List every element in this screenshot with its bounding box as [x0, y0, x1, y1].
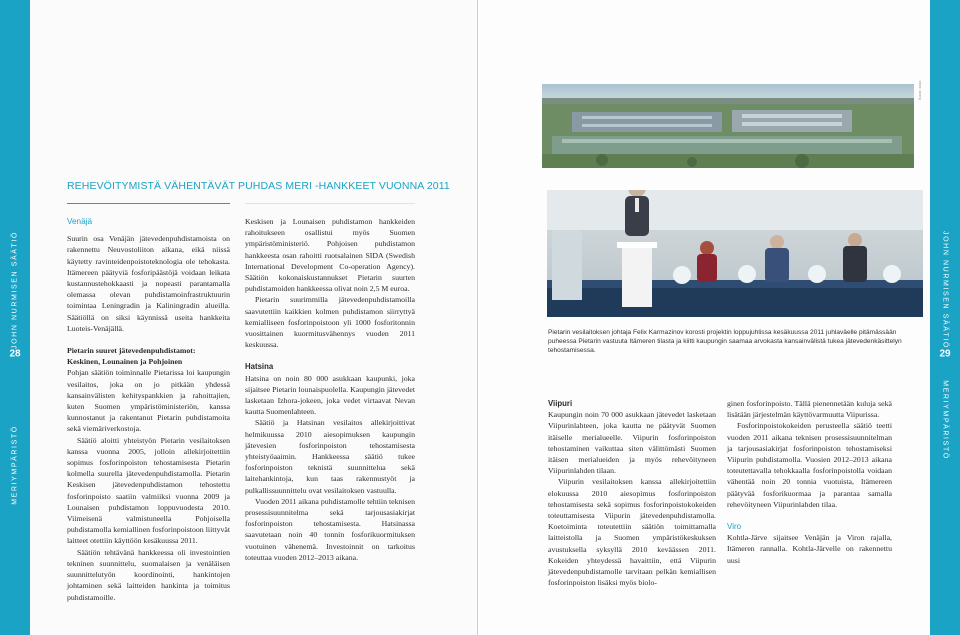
sidebar-main-label: JOHN NURMISEN SÄÄTIÖ: [941, 231, 949, 349]
paragraph: Viipurin vesilaitoksen kanssa allekirjoitettiin elokuussa 2010 aiesopimus fosforinpoiston tehostamisesta sekä sopimus fosforinpoistokokeiden toteuttamisesta Viipurin jätevedenpuhdistamolla. Koetoiminta toteutettiin säätiön toimittamalla laitteistolla ja Suomen ympäristökeskuksen avustuksella syksyllä 2010 keväässen 2011. Kokeiden yhteydessä havaittiin, että Viipurin jätevedenpuhdistamolle tarvitaan pelkän kemiallisen fosforinpoiston lisäksi myös biolo-: [548, 477, 716, 588]
page-number: 28: [9, 348, 21, 360]
paragraph: Kohtla-Järve sijaitsee Venäjän ja Viron rajalla, Itämeren rannalla. Kohtla-Järvelle on rakennettu uusi: [727, 533, 892, 565]
paragraph: Kaupungin noin 70 000 asukkaan jätevedet lasketaan Viipurinlahteen, joka kautta ne päätyvät Suomen itäiselle merialueelle. Viipurin fosforinpoiston tehostaminen vaikuttaa siten välittömästi Suomen itäisen merialueiden ja myös rehevöityneen Viipurinlahden tilaan.: [548, 410, 716, 476]
paragraph: Keskisen ja Lounaisen puhdistamon hankkeiden rahoitukseen osallistui myös Suomen ympäristöministeriö. Pohjoisen puhdistamon hankkeesta osan rahoitti ruotsalainen SIDA (Swedish International Development Co-operation Agency). Säätiön kokonaiskustannukset Pietarin suurten puhdistamoiden hankkeessa olivat noin 2,5 M euroa.: [245, 217, 415, 294]
photo-credit: Kuva: xxxx: [917, 80, 922, 100]
page-number: 29: [939, 348, 951, 360]
text-column-3: [548, 398, 716, 588]
subheading-hatsina: Hatsina: [245, 362, 274, 372]
event-photo: [547, 190, 923, 317]
column-divider: [67, 203, 230, 204]
text-column-1: [67, 216, 230, 603]
paragraph: Suurin osa Venäjän jätevedenpuhdistamoista on rakennettu Neuvostoliiton aikana, eikä niissä käytetty ravinteidenpoistoteknologia ole tehokasta. Itämereen päätyviä fosforipäästöjä voidaan leikata kustannustehokkaasti ja nopeasti parantamalla olemassa olevan puhdistamoinfrastruktuurin toimintaa Leningradin ja Kaliningradin alueilla. Säätiöllä on siksi käynnissä useita hankkeita Luoteis-Venäjällä.: [67, 234, 230, 333]
left-sidebar: [0, 0, 30, 635]
aerial-photo-treatment-plant: [542, 84, 914, 168]
subheading: Pietarin suuret jätevedenpuhdistamot:: [67, 346, 196, 356]
sidebar-main-label: JOHN NURMISEN SÄÄTIÖ: [11, 231, 19, 349]
page-title: REHEVÖITYMISTÄ VÄHENTÄVÄT PUHDAS MERI -HANKKEET VUONNA 2011: [67, 180, 450, 192]
column-divider: [245, 203, 415, 204]
sidebar-sub-label: MERIYMPÄRISTÖ: [11, 425, 19, 505]
paragraph: Säätiön tehtävänä hankkeessa oli investointien tekninen suunnittelu, suomalaisen ja venäläisen suunnittelutyön koordinointi, hankintojen johtaminen sekä laitteiden hankinta ja toimitus puhdistamoille.: [67, 547, 230, 602]
aerial-photo-image: [542, 84, 914, 168]
subheading-viipuri: Viipuri: [548, 399, 573, 408]
paragraph: Säätiö aloitti yhteistyön Pietarin vesilaitoksen kanssa vuonna 2005, jolloin allekirjoitettiin sopimus fosforinpoiston tehostamisesta Pietarin kolmella suurella jätevedenpuhdistamolla. Pietarin Keskisen jätevedenpuhdistamon tehostettu fosforinpoisto saatiin valmiiksi vuonna 2009 ja Lounaisen puhdistamon loppuvuodesta 2010. Viimeisenä valmistuneella Pohjoisella puhdistamolla kemiallinen fosforinpoistoon liittyvät laitteet otettiin käyttöön kesäkuussa 2011.: [67, 435, 230, 546]
sidebar-sub-label: MERIYMPÄRISTÖ: [941, 380, 949, 460]
subheading: Keskinen, Lounainen ja Pohjoinen: [67, 357, 183, 367]
paragraph: ginen fosforinpoisto. Tällä pienennetään kuluja sekä lisätään järjestelmän käyttövarmuutta Viipurissa.: [727, 399, 892, 420]
paragraph: Pohjan säätiön toiminnalle Pietarissa loi kaupungin vesilaitos, joka on jo pitkään yhdessä kansainvälisten kehityspankkien ja rahoittajien, kuten Suomen ympäristöministeriön, kanssa kunnostanut ja rakentanut Pietarin puhdistamoita sekä viemäriverkostoja.: [67, 368, 230, 434]
subheading-viro: Viro: [727, 522, 742, 532]
photo-caption: Pietarin vesilaitoksen johtaja Felix Karmazinov korosti projektin loppujuhlissa kesäkuussa 2011 juhlaväelle pitämässään puheessa Pietarin vastuuta Itämeren tilasta ja kiitti kaupungin saamaa arvokasta kansainvälistä tukea jätevedenkäsittelyn tehostamisessa.: [548, 329, 902, 355]
paragraph: Fosforinpoistokokeiden perusteella säätiö teetti vuoden 2011 aikana teknisen prosessisuunnitelman ja tarjousasiakirjat fosforinpoiston tehostamiseksi Viipurin puhdistamolla. Vuosien 2012–2013 aikana toteutettavalla tehokkaalla fosforinpoistolla voidaan vähentää noin 20 tonnia vuotuista, Itämereen päätyvää fosforikuormaa ja parantaa samalla rehevöityneen Viipurinlahden tilaa.: [727, 421, 892, 509]
right-sidebar: [930, 0, 960, 635]
text-column-2: [245, 216, 415, 563]
paragraph: Pietarin suurimmilla jätevedenpuhdistamoilla saavutettiin kaikkien kolmen puhdistamon siirryttyä kemialliseen fosforinpoistoon yli 1000 fosforitonnin vuosittainen kuormitusvähennys vuoden 2011 keskuussa.: [245, 295, 415, 350]
paragraph: Vuoden 2011 aikana puhdistamolle tehtiin teknisen prosessisuunnitelma sekä tarjousasiakirjat fosforinpoiston tehostamisesta. Hatsinassa saavutetaan noin 40 tonnin fosforikuormituksen vuotuinen vähenemä. Investoinnit on tarkoitus toteuttaa vuoden 2012–2013 aikana.: [245, 496, 415, 562]
paragraph: Säätiö ja Hatsinan vesilaitos allekirjoittivat helmikuussa 2010 aiesopimuksen kaupungin jätevesien fosforinpoiston tehostamisesta yhteistyöaaimin. Hankkeessa säätiö tukee fosforinpoiston teknistä suunnittelua sekä laitehankintoja, kun taas rakennustyöt ja pulkallissuunnittelu ovat vesilaitoksen vastuulla.: [245, 418, 415, 495]
paragraph: Hatsina on noin 80 000 asukkaan kaupunki, joka sijaitsee Pietarin lounaispuolella. Kaupungin jätevedet lasketaan Izhora-jokeen, joka vedet virtaavat Nevan kautta Suomenlahteen.: [245, 373, 415, 417]
section-heading-russia: Venäjä: [67, 217, 93, 226]
event-photo-image: [547, 190, 923, 317]
text-column-4: [727, 398, 892, 566]
